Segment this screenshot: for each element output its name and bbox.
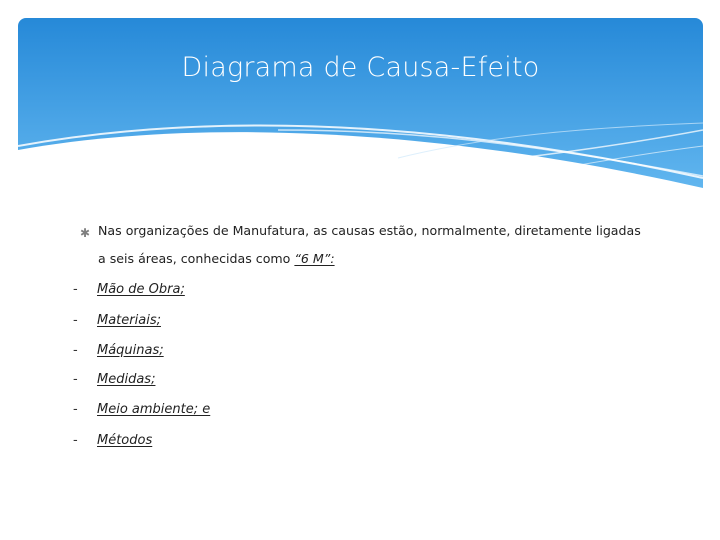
bullet-line-1: Nas organizações de Manufatura, as causas estão, normalmente, diretamente ligadas bbox=[98, 223, 641, 238]
list-dash: - bbox=[73, 372, 78, 387]
slide-title: Diagrama de Causa-Efeito bbox=[181, 52, 540, 83]
list-item-label: Meio ambiente; e bbox=[97, 402, 211, 417]
list-item bbox=[0, 433, 720, 453]
bullet-line-2-text: a seis áreas, conhecidas como bbox=[98, 251, 295, 266]
list-dash: - bbox=[73, 313, 78, 328]
list-item-label: Medidas; bbox=[97, 372, 156, 387]
list-item bbox=[0, 402, 720, 422]
list-item bbox=[0, 372, 720, 392]
list-item bbox=[0, 282, 720, 302]
list-item bbox=[0, 343, 720, 363]
bullet-line-2 bbox=[98, 251, 335, 266]
list-dash: - bbox=[73, 282, 78, 297]
list-item-label: Mão de Obra; bbox=[97, 282, 185, 297]
six-m-emphasis: “6 M”: bbox=[294, 251, 335, 266]
list-dash: - bbox=[73, 343, 78, 358]
list-dash: - bbox=[73, 402, 78, 417]
asterisk-bullet-icon: ✱ bbox=[80, 226, 91, 240]
list-item-label: Métodos bbox=[97, 433, 153, 448]
list-item-label: Materiais; bbox=[97, 313, 161, 328]
list-item bbox=[0, 313, 720, 333]
list-dash: - bbox=[73, 433, 78, 448]
list-item-label: Máquinas; bbox=[97, 343, 164, 358]
